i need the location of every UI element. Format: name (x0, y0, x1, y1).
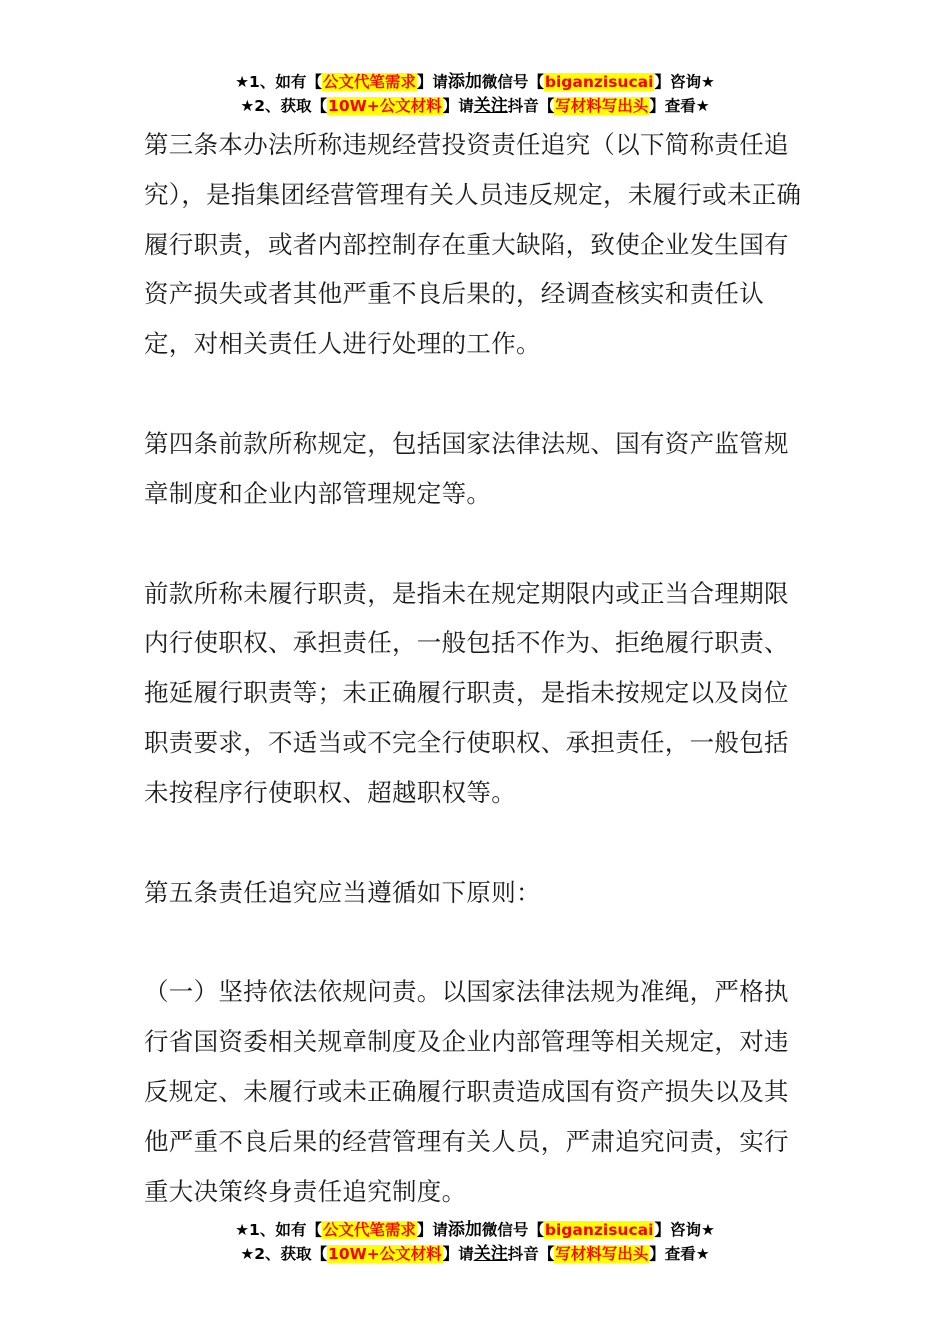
paragraph-gap (144, 818, 808, 868)
promo-line-1: ★1、如有【公文代笔需求】请添加微信号【biganzisucai】咨询★ (235, 72, 715, 92)
promo-line-2: ★2、获取【10W+公文材料】请关注抖音【写材料写出头】查看★ (240, 1244, 710, 1264)
document-body (144, 120, 808, 1216)
paragraph-article-3: 第三条本办法所称违规经营投资责任追究（以下简称责任追究），是指集团经营管理有关人员违反规定，未履行或未正确履行职责，或者内部控制存在重大缺陷，致使企业发生国有资产损失或者其他严重不良后果的，经调查核实和责任认定，对相关责任人进行处理的工作。 (144, 130, 802, 359)
highlight-materials: 10W+公文材料 (328, 97, 442, 115)
highlight-service: 公文代笔需求 (322, 1221, 416, 1239)
highlight-service: 公文代笔需求 (322, 73, 416, 91)
highlight-materials: 10W+公文材料 (328, 1245, 442, 1263)
highlight-wechat-id: biganzisucai (544, 1221, 654, 1239)
paragraph-duties-definition: 前款所称未履行职责，是指未在规定期限内或正当合理期限内行使职权、承担责任，一般包括不作为、拒绝履行职责、拖延履行职责等；未正确履行职责，是指未按规定以及岗位职责要求，不适当或不完全行使职权、承担责任，一般包括未按程序行使职权、超越职权等。 (144, 578, 789, 807)
paragraph-article-4: 第四条前款所称规定，包括国家法律法规、国有资产监管规章制度和企业内部管理规定等。 (144, 428, 789, 508)
paragraph-principle-1: （一）坚持依法依规问责。以国家法律法规为准绳，严格执行省国资委相关规章制度及企业内部管理等相关规定，对违反规定、未履行或未正确履行职责造成国有资产损失以及其他严重不良后果的经营管理有关人员，严肃追究问责，实行重大决策终身责任追究制度。 (144, 977, 789, 1206)
bottom-promo-banner (0, 1218, 950, 1266)
top-promo-banner (0, 70, 950, 118)
highlight-douyin-account: 写材料写出头 (555, 1245, 649, 1263)
paragraph-gap (144, 369, 808, 419)
promo-line-2: ★2、获取【10W+公文材料】请关注抖音【写材料写出头】查看★ (240, 96, 710, 116)
highlight-douyin-account: 写材料写出头 (555, 97, 649, 115)
paragraph-article-5: 第五条责任追究应当遵循如下原则： (144, 877, 541, 907)
highlight-wechat-id: biganzisucai (544, 73, 654, 91)
promo-line-1: ★1、如有【公文代笔需求】请添加微信号【biganzisucai】咨询★ (235, 1220, 715, 1240)
paragraph-gap (144, 519, 808, 569)
paragraph-gap (144, 917, 808, 967)
